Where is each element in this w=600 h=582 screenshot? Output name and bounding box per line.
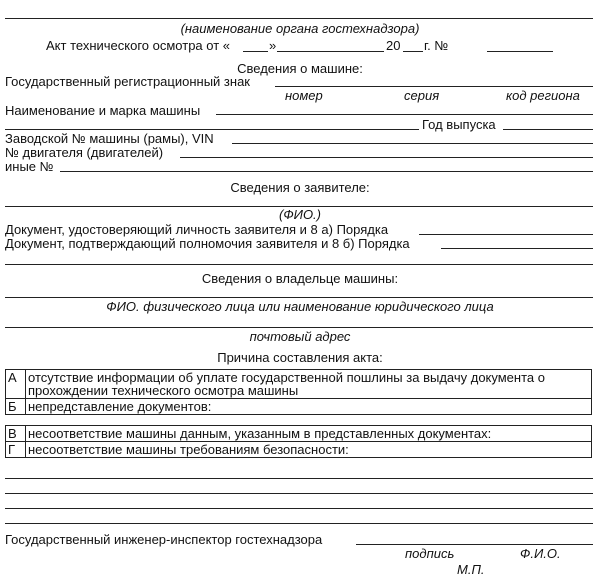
doc-identity-field[interactable] <box>419 234 593 235</box>
doc-identity-label: Документ, удостоверяющий личность заявителя и 8 а) Порядка <box>5 222 389 237</box>
reason-details-line-3[interactable] <box>5 508 593 509</box>
act-day-field[interactable] <box>243 51 268 52</box>
act-year-field[interactable] <box>403 51 423 52</box>
owner-address-field[interactable] <box>5 327 593 328</box>
machine-name-field-cont[interactable] <box>5 129 419 130</box>
owner-address-caption: почтовый адрес <box>249 329 351 344</box>
reg-caption-region: код региона <box>506 88 580 103</box>
reason-text-line: отсутствие информации об уплате государственной пошлины за выдачу документа о <box>28 370 545 385</box>
reason-row-v[interactable] <box>6 426 592 442</box>
inspector-fio-caption: Ф.И.О. <box>520 546 561 561</box>
reg-caption-number: номер <box>285 88 323 103</box>
reasons-table-1 <box>5 369 592 415</box>
year-label: Год выпуска <box>422 117 496 132</box>
reason-row-b[interactable] <box>6 399 592 415</box>
applicant-section-title: Сведения о заявителе: <box>230 180 370 195</box>
inspector-signature-field[interactable] <box>356 544 593 545</box>
act-prefix: Акт технического осмотра от « <box>46 38 231 53</box>
reasons-section-title: Причина составления акта: <box>217 350 383 365</box>
reg-caption-series: серия <box>404 88 440 103</box>
machine-name-label: Наименование и марка машины <box>5 103 201 118</box>
org-caption: (наименование органа гостехнадзора) <box>180 21 420 36</box>
reason-text <box>26 370 592 399</box>
reason-text-line: прохождении технического осмотра машины <box>28 383 299 398</box>
reason-text: непредставление документов: <box>26 399 592 415</box>
engine-field[interactable] <box>180 157 593 158</box>
stamp-caption: М.П. <box>457 562 485 577</box>
reason-text: несоответствие машины требованиям безопасности: <box>26 442 592 458</box>
owner-name-field[interactable] <box>5 297 593 298</box>
machine-section-title: Сведения о машине: <box>237 61 363 76</box>
applicant-fio-caption: (ФИО.) <box>278 207 321 222</box>
reasons-table-2 <box>5 425 592 458</box>
org-line <box>5 18 593 19</box>
doc-authority-label: Документ, подтверждающий полномочия заявителя и 8 б) Порядка <box>5 236 410 251</box>
doc-authority-field[interactable] <box>441 248 593 249</box>
applicant-extra-line[interactable] <box>5 264 593 265</box>
inspector-label: Государственный инженер-инспектор гостехнадзора <box>5 532 323 547</box>
serial-label: Заводской № машины (рамы), VIN <box>5 131 214 146</box>
act-number-field[interactable] <box>487 51 553 52</box>
reason-row-a[interactable] <box>6 370 592 399</box>
engine-label: № двигателя (двигателей) <box>5 145 164 160</box>
reason-text: несоответствие машины данным, указанным в представленных документах: <box>26 426 592 442</box>
reason-letter: Б <box>6 399 26 415</box>
reg-sign-label: Государственный регистрационный знак <box>5 74 250 89</box>
serial-field[interactable] <box>232 143 593 144</box>
owner-section-title: Сведения о владельце машины: <box>201 271 399 286</box>
act-year: 20 <box>386 38 401 53</box>
reason-details-line-1[interactable] <box>5 478 593 479</box>
reason-details-line-2[interactable] <box>5 493 593 494</box>
reason-letter: А <box>6 370 26 399</box>
act-mid: » <box>269 38 277 53</box>
owner-name-caption: ФИО. физического лица или наименование юридического лица <box>106 299 494 314</box>
act-month-field[interactable] <box>277 51 384 52</box>
signature-caption: подпись <box>405 546 455 561</box>
other-numbers-label: иные № <box>5 159 54 174</box>
reason-letter: Г <box>6 442 26 458</box>
machine-name-field[interactable] <box>216 114 593 115</box>
reason-letter: В <box>6 426 26 442</box>
reason-details-line-4[interactable] <box>5 523 593 524</box>
act-number-label: г. № <box>424 38 449 53</box>
year-field[interactable] <box>503 129 593 130</box>
reason-row-g[interactable] <box>6 442 592 458</box>
reg-sign-field[interactable] <box>275 86 593 87</box>
other-numbers-field[interactable] <box>60 171 593 172</box>
